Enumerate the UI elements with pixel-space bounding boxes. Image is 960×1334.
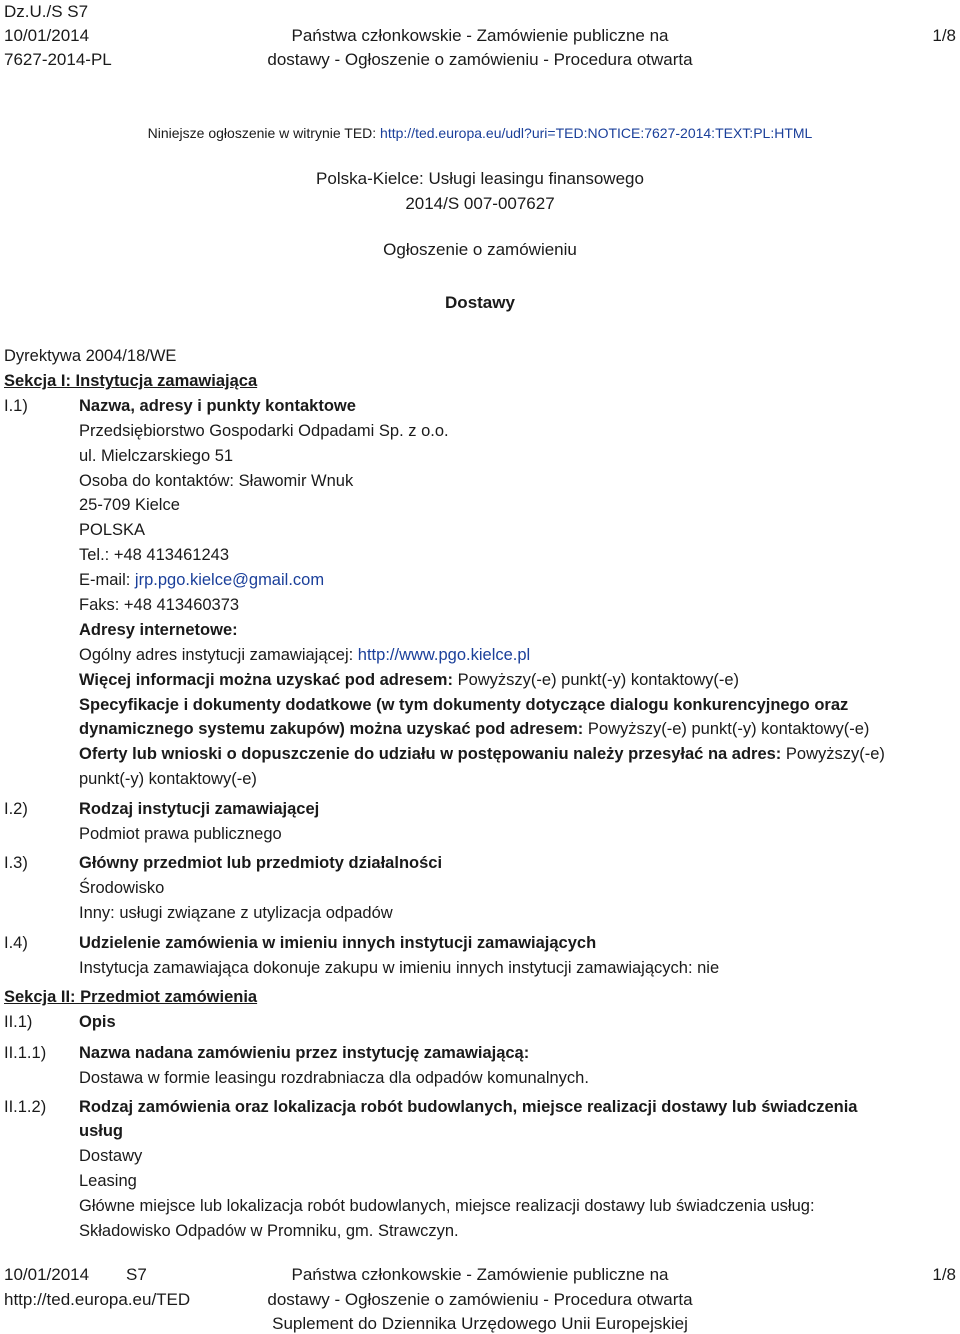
item-i4-title: Udzielenie zamówienia w imieniu innych instytucji zamawiających bbox=[79, 934, 597, 952]
item-ii11-value: Dostawa w formie leasingu rozdrabniacza dla odpadów komunalnych. bbox=[79, 1069, 589, 1087]
organisation-name: Przedsiębiorstwo Gospodarki Odpadami Sp. z o.o. bbox=[79, 422, 449, 440]
item-i4-value: Instytucja zamawiająca dokonuje zakupu w imieniu innych instytucji zamawiających: nie bbox=[79, 959, 720, 977]
header-date: 10/01/2014 bbox=[4, 26, 90, 45]
item-ii11-number: II.1.1) bbox=[4, 1044, 47, 1062]
specs-label-line2: dynamicznego systemu zakupów) można uzyskać pod adresem: bbox=[79, 720, 588, 738]
item-i2-value: Podmiot prawa publicznego bbox=[79, 825, 282, 843]
more-info-line bbox=[79, 670, 739, 690]
street-address: ul. Mielczarskiego 51 bbox=[79, 447, 234, 465]
notice-reference: 2014/S 007-007627 bbox=[405, 194, 555, 213]
footer-page-number: 1/8 bbox=[932, 1265, 956, 1284]
item-i3-number: I.3) bbox=[4, 854, 28, 872]
footer-supplement: Suplement do Dziennika Urzędowego Unii Europejskiej bbox=[272, 1314, 688, 1333]
item-ii12-value-2: Leasing bbox=[79, 1172, 137, 1190]
item-i1-number: I.1) bbox=[4, 397, 28, 415]
telephone: Tel.: +48 413461243 bbox=[79, 546, 230, 564]
ted-notice-line bbox=[0, 124, 960, 142]
footer-title-line1: Państwa członkowskie - Zamówienie publiczne na bbox=[291, 1265, 669, 1284]
item-i2-title: Rodzaj instytucji zamawiającej bbox=[79, 800, 320, 818]
item-i3-title: Główny przedmiot lub przedmioty działalności bbox=[79, 854, 443, 872]
item-i2-number: I.2) bbox=[4, 800, 28, 818]
item-ii12-value-4: Składowisko Odpadów w Promniku, gm. Strawczyn. bbox=[79, 1222, 459, 1240]
email-line bbox=[79, 570, 324, 590]
item-ii12-title-line2: usług bbox=[79, 1122, 123, 1140]
item-i3-value-2: Inny: usługi związane z utylizacja odpadów bbox=[79, 904, 393, 922]
postal-code-city: 25-709 Kielce bbox=[79, 496, 180, 514]
header-notice-id: 7627-2014-PL bbox=[4, 50, 112, 69]
general-address-line bbox=[79, 645, 530, 665]
item-i1-title: Nazwa, adresy i punkty kontaktowe bbox=[79, 397, 356, 415]
web-addresses-heading: Adresy internetowe: bbox=[79, 621, 238, 639]
footer-title-line2: dostawy - Ogłoszenie o zamówieniu - Procedura otwarta bbox=[267, 1290, 693, 1309]
header-page-number: 1/8 bbox=[932, 26, 956, 45]
item-ii11-title: Nazwa nadana zamówieniu przez instytucję zamawiającą: bbox=[79, 1044, 530, 1062]
specs-label-line1: Specyfikacje i dokumenty dodatkowe (w tym dokumenty dotyczące dialogu konkurencyjnego oraz bbox=[79, 696, 849, 714]
footer-date: 10/01/2014 bbox=[4, 1265, 90, 1284]
offers-value-part2: punkt(-y) kontaktowy(-e) bbox=[79, 770, 257, 788]
footer-code: S7 bbox=[126, 1265, 147, 1284]
directive-label: Dyrektywa 2004/18/WE bbox=[4, 347, 177, 365]
item-ii12-number: II.1.2) bbox=[4, 1098, 47, 1116]
item-ii1-title: Opis bbox=[79, 1013, 116, 1031]
item-ii1-number: II.1) bbox=[4, 1013, 33, 1031]
section-1-heading: Sekcja I: Instytucja zamawiająca bbox=[4, 372, 258, 390]
notice-type: Ogłoszenie o zamówieniu bbox=[383, 240, 577, 259]
country: POLSKA bbox=[79, 521, 146, 539]
ted-notice-link[interactable]: http://ted.europa.eu/udl?uri=TED:NOTICE:7627-2014:TEXT:PL:HTML bbox=[380, 125, 813, 141]
offers-value-part1: Powyższy(-e) bbox=[785, 745, 885, 763]
general-address-label: Ogólny adres instytucji zamawiającej: bbox=[79, 646, 358, 664]
fax: Faks: +48 413460373 bbox=[79, 596, 240, 614]
email-label: E-mail: bbox=[79, 571, 135, 589]
offers-label: Oferty lub wnioski o dopuszczenie do udziału w postępowaniu należy przesyłać na adres: bbox=[79, 745, 786, 763]
offers-line1 bbox=[79, 744, 885, 764]
item-i3-value-1: Środowisko bbox=[79, 879, 165, 897]
item-ii12-value-3: Główne miejsce lub lokalizacja robót budowlanych, miejsce realizacji dostawy lub świadczenia usług: bbox=[79, 1197, 815, 1215]
item-i4-number: I.4) bbox=[4, 934, 28, 952]
general-address-link[interactable]: http://www.pgo.kielce.pl bbox=[357, 646, 531, 664]
contact-person: Osoba do kontaktów: Sławomir Wnuk bbox=[79, 472, 354, 490]
header-title-line2: dostawy - Ogłoszenie o zamówieniu - Procedura otwarta bbox=[267, 50, 693, 69]
contract-type-heading: Dostawy bbox=[445, 293, 515, 312]
header-title-line1: Państwa członkowskie - Zamówienie publiczne na bbox=[291, 26, 669, 45]
specs-line2 bbox=[79, 719, 869, 739]
item-ii12-value-1: Dostawy bbox=[79, 1147, 143, 1165]
item-ii12-title-line1: Rodzaj zamówienia oraz lokalizacja robót budowlanych, miejsce realizacji dostawy lub świadczenia bbox=[79, 1098, 858, 1116]
footer-ted-link[interactable]: http://ted.europa.eu/TED bbox=[4, 1290, 191, 1309]
section-2-heading: Sekcja II: Przedmiot zamówienia bbox=[4, 988, 258, 1006]
header-journal: Dz.U./S S7 bbox=[4, 2, 89, 21]
notice-title: Polska-Kielce: Usługi leasingu finansowego bbox=[316, 169, 644, 188]
more-info-label: Więcej informacji można uzyskać pod adresem: bbox=[79, 671, 458, 689]
email-link[interactable]: jrp.pgo.kielce@gmail.com bbox=[134, 571, 325, 589]
ted-notice-prefix: Niniejsze ogłoszenie w witrynie TED: bbox=[147, 125, 381, 141]
specs-value: Powyższy(-e) punkt(-y) kontaktowy(-e) bbox=[587, 720, 870, 738]
more-info-value: Powyższy(-e) punkt(-y) kontaktowy(-e) bbox=[457, 671, 740, 689]
